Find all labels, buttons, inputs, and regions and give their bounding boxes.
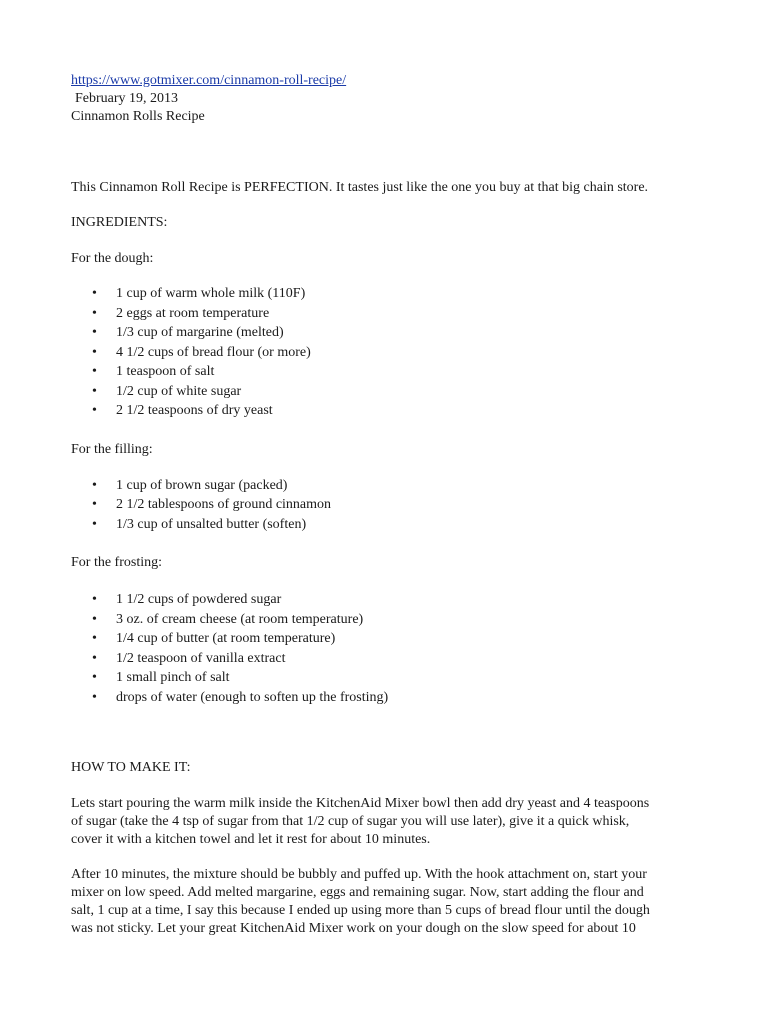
list-item [71, 323, 701, 343]
filling-ingredients-list [71, 476, 701, 535]
intro-text: This Cinnamon Roll Recipe is PERFECTION. It tastes just like the one you buy at that big chain store. [71, 180, 649, 195]
list-item-text: 2 eggs at room temperature [116, 305, 270, 321]
list-item-text: 1 cup of warm whole milk (110F) [116, 286, 306, 301]
paragraph-line: salt, 1 cup at a time, I say this because I ended up using more than 5 cups of bread flour until the dough [71, 903, 650, 918]
list-item-text: 1/3 cup of margarine (melted) [116, 325, 284, 340]
bullet-icon: • [92, 344, 97, 360]
paragraph-line: mixer on low speed. Add melted margarine, eggs and remaining sugar. Now, start adding the flour and [71, 885, 644, 900]
frosting-heading: For the frosting: [71, 555, 162, 570]
bullet-icon: • [92, 286, 97, 301]
dough-heading: For the dough: [71, 251, 154, 266]
bullet-icon: • [92, 650, 97, 666]
paragraph-line: of sugar (take the 4 tsp of sugar from that 1/2 cup of sugar you will use later), give it a quick whisk, [71, 814, 630, 829]
bullet-icon: • [92, 670, 97, 685]
list-item [71, 610, 701, 630]
bullet-icon: • [92, 497, 97, 512]
list-item-text: 2 1/2 tablespoons of ground cinnamon [116, 497, 332, 512]
filling-heading: For the filling: [71, 441, 153, 457]
list-item [71, 382, 701, 402]
bullet-icon: • [92, 364, 97, 379]
howto-paragraph-2 [71, 866, 701, 938]
list-item-text: 4 1/2 cups of bread flour (or more) [116, 344, 311, 360]
list-item [71, 362, 701, 382]
list-item [71, 284, 701, 304]
paragraph-line: was not sticky. Let your great KitchenAid Mixer work on your dough on the slow speed for about 10 [71, 921, 636, 936]
howto-heading: HOW TO MAKE IT: [71, 760, 191, 775]
list-item [71, 401, 701, 421]
bullet-icon: • [92, 403, 97, 418]
bullet-icon: • [92, 477, 97, 493]
list-item-text: 2 1/2 teaspoons of dry yeast [116, 403, 273, 418]
list-item [71, 304, 701, 324]
paragraph-line: cover it with a kitchen towel and let it rest for about 10 minutes. [71, 832, 431, 847]
list-item-text: 1/3 cup of unsalted butter (soften) [116, 516, 307, 532]
list-item-text: 1/2 cup of white sugar [116, 383, 242, 399]
howto-paragraph-1 [71, 795, 701, 849]
bullet-icon: • [92, 516, 97, 532]
bullet-icon: • [92, 631, 97, 646]
list-item-text: 1/2 teaspoon of vanilla extract [116, 650, 286, 666]
dough-ingredients-list [71, 284, 701, 421]
list-item [71, 668, 701, 688]
bullet-icon: • [92, 305, 97, 321]
recipe-document [71, 72, 701, 938]
list-item-text: 1/4 cup of butter (at room temperature) [116, 631, 336, 646]
paragraph-line: Lets start pouring the warm milk inside the KitchenAid Mixer bowl then add dry yeast and 4 teaspoons [71, 796, 650, 811]
list-item [71, 688, 701, 708]
bullet-icon: • [92, 592, 97, 607]
list-item [71, 649, 701, 669]
paragraph-line: After 10 minutes, the mixture should be bubbly and puffed up. With the hook attachment on, start your [71, 867, 647, 882]
source-url-line [71, 72, 701, 90]
list-item-text: 1 1/2 cups of powdered sugar [116, 592, 282, 607]
bullet-icon: • [92, 611, 97, 627]
bullet-icon: • [92, 383, 97, 399]
recipe-title: Cinnamon Rolls Recipe [71, 109, 205, 124]
list-item-text: 3 oz. of cream cheese (at room temperature) [116, 611, 364, 627]
ingredients-heading: INGREDIENTS: [71, 215, 168, 230]
source-url-link[interactable]: https://www.gotmixer.com/cinnamon-roll-recipe/ [71, 73, 347, 88]
list-item [71, 629, 701, 649]
bullet-icon: • [92, 325, 97, 340]
list-item-text: 1 cup of brown sugar (packed) [116, 477, 288, 493]
list-item-text: 1 small pinch of salt [116, 670, 230, 685]
frosting-ingredients-list [71, 590, 701, 707]
post-date: February 19, 2013 [75, 91, 179, 106]
list-item-text: drops of water (enough to soften up the frosting) [116, 689, 389, 705]
list-item [71, 476, 701, 496]
bullet-icon: • [92, 689, 97, 705]
list-item [71, 590, 701, 610]
list-item-text: 1 teaspoon of salt [116, 364, 215, 379]
list-item [71, 343, 701, 363]
list-item [71, 515, 701, 535]
list-item [71, 495, 701, 515]
